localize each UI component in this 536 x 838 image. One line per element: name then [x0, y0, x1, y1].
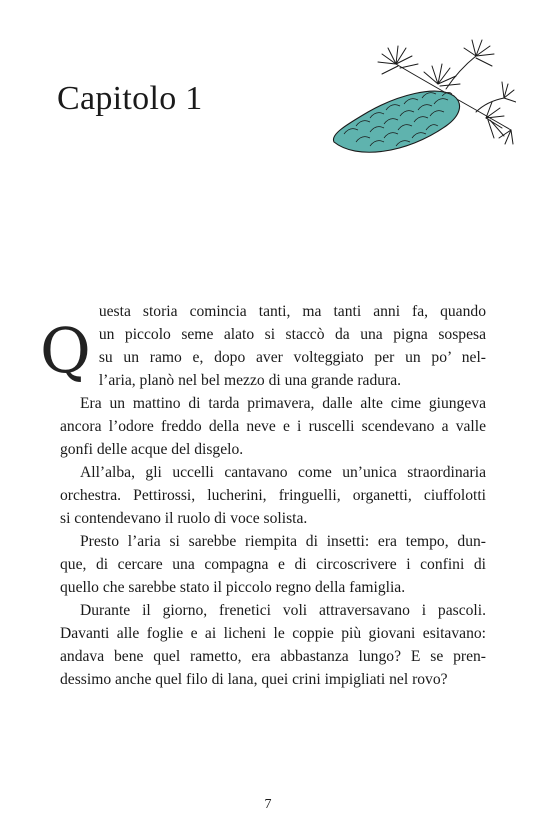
chapter-body: [40, 300, 486, 691]
text-line: All’alba, gli uccelli cantavano come un’unica straordinaria: [80, 464, 486, 481]
chapter-title: Capitolo 1: [57, 80, 203, 117]
text-line: si contendevano il ruolo di voce solista.: [60, 510, 308, 527]
paragraph: [40, 300, 486, 392]
text-line: dessimo anche quel filo di lana, quei crini impigliati nel rovo?: [60, 671, 448, 688]
text-line: ancora l’odore freddo della neve e i ruscelli scendevano a valle: [60, 418, 486, 435]
text-line: quello che sarebbe stato il piccolo regno della famiglia.: [60, 579, 406, 596]
text-line: Presto l’aria si sarebbe riempita di insetti: era tempo, dun-: [80, 533, 486, 550]
paragraph: [40, 530, 486, 599]
paragraph: [40, 599, 486, 691]
text-line: Era un mattino di tarda primavera, dalle alte cime giungeva: [80, 395, 486, 412]
text-line: gonfi delle acque del disgelo.: [60, 441, 244, 458]
text-line: Davanti alle foglie e ai licheni le coppie più giovani esitavano:: [60, 625, 486, 642]
text-line: un piccolo seme alato si staccò da una pigna sospesa: [98, 326, 486, 343]
paragraph: [40, 392, 486, 461]
text-line: su un ramo e, dopo aver volteggiato per un po’ nel-: [98, 349, 486, 366]
text-line: orchestra. Pettirossi, lucherini, fringuelli, organetti, ciuffolotti: [60, 487, 486, 504]
drop-cap: Q: [40, 314, 91, 387]
paragraph: [40, 461, 486, 530]
text-line: que, di cercare una compagna e di circoscrivere i confini di: [60, 556, 486, 573]
text-line: uesta storia comincia tanti, ma tanti anni fa, quando: [98, 303, 486, 320]
pine-branch-illustration: [326, 34, 516, 164]
text-line: Durante il giorno, frenetici voli attraversavano i pascoli.: [80, 602, 486, 619]
page-number: 7: [264, 797, 272, 812]
text-line: l’aria, planò nel bel mezzo di una grande radura.: [98, 372, 402, 389]
text-line: andava bene quel rametto, era abbastanza lungo? E se pren-: [60, 648, 486, 665]
